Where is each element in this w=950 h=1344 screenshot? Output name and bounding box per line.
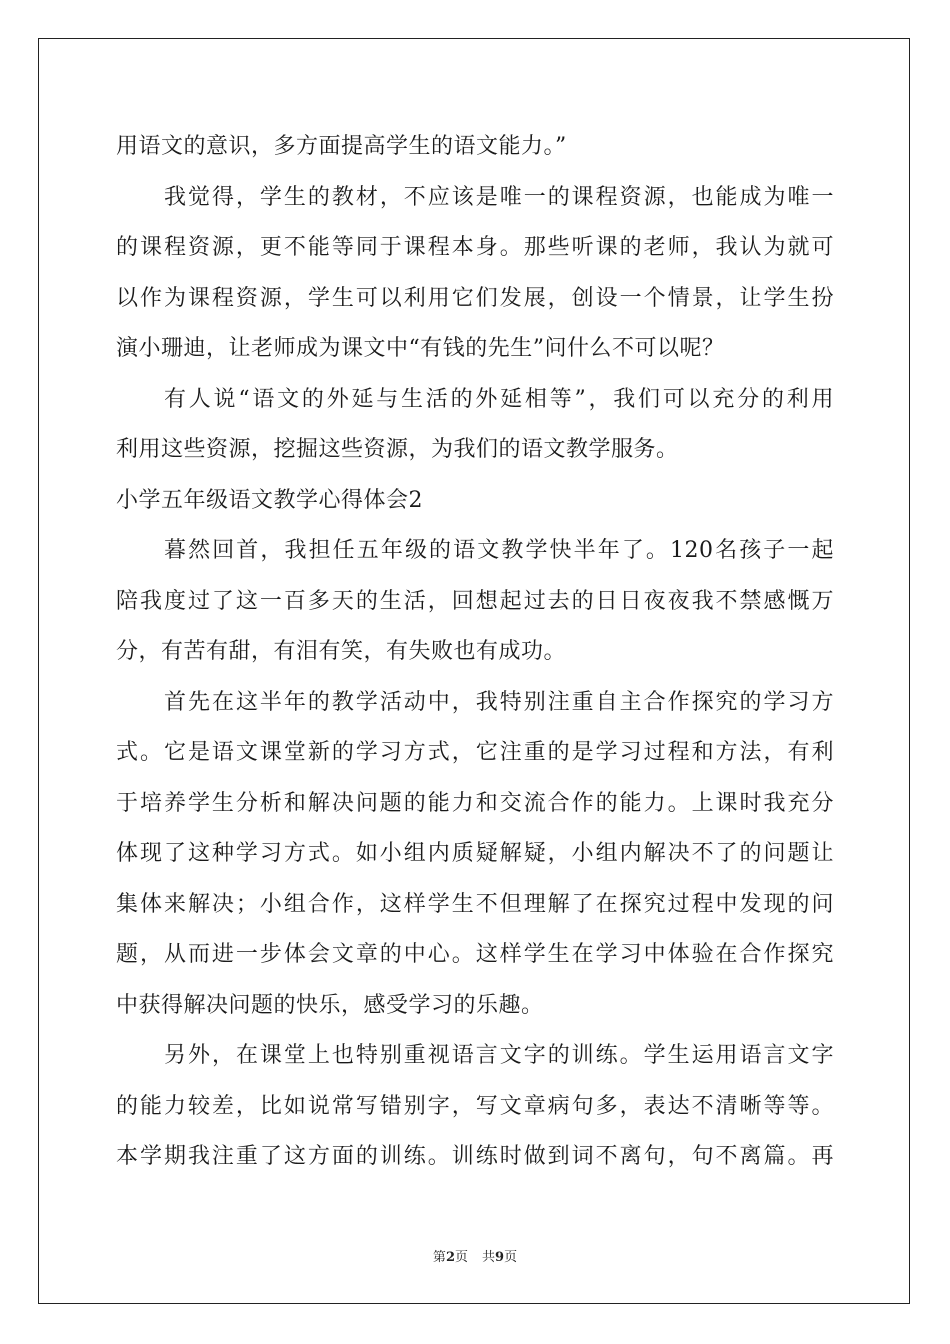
total-suffix: 页	[504, 1250, 518, 1265]
text-line: 集体来解决；小组合作，这样学生不但理解了在探究过程中发现的问	[116, 891, 834, 917]
text-line: 演小珊迪，让老师成为课文中“有钱的先生”问什么不可以呢？	[116, 336, 725, 361]
page-suffix: 页	[454, 1250, 468, 1265]
text-line: 有人说“语文的外延与生活的外延相等”，我们可以充分的利用	[164, 386, 834, 412]
text-line: 以作为课程资源，学生可以利用它们发展，创设一个情景，让学生扮	[116, 285, 834, 311]
page-prefix: 第	[432, 1250, 446, 1265]
text-line: 首先在这半年的教学活动中，我特别注重自主合作探究的学习方	[164, 689, 834, 715]
page-total: 9	[495, 1250, 505, 1265]
page-number: 2	[445, 1250, 455, 1265]
text-line: 中获得解决问题的快乐，感受学习的乐趣。	[116, 992, 544, 1018]
paragraph-block-2	[116, 526, 834, 1183]
total-prefix: 共	[482, 1250, 496, 1265]
text-line: 本学期我注重了这方面的训练。训练时做到词不离句，句不离篇。再	[116, 1144, 834, 1169]
text-line: 用语文的意识，多方面提高学生的语文能力。”	[116, 134, 567, 159]
text-line: 另外，在课堂上也特别重视语言文字的训练。学生运用语言文字	[164, 1043, 834, 1068]
text-line: 陪我度过了这一百多天的生活，回想起过去的日日夜夜我不禁感慨万	[116, 588, 834, 614]
text-line: 于培养学生分析和解决问题的能力和交流合作的能力。上课时我充分	[116, 790, 834, 816]
text-line: 的课程资源，更不能等同于课程本身。那些听课的老师，我认为就可	[116, 235, 834, 260]
text-line: 题，从而进一步体会文章的中心。这样学生在学习中体验在合作探究	[116, 942, 834, 967]
text-line: 的能力较差，比如说常写错别字，写文章病句多，表达不清晰等等。	[116, 1093, 834, 1119]
text-line: 分，有苦有甜，有泪有笑，有失败也有成功。	[116, 639, 567, 664]
paragraph-block-1	[116, 122, 834, 476]
text-line: 体现了这种学习方式。如小组内质疑解疑，小组内解决不了的问题让	[116, 841, 834, 866]
text-line: 利用这些资源，挖掘这些资源，为我们的语文教学服务。	[116, 437, 679, 462]
text-line: 暮然回首，我担任五年级的语文教学快半年了。120名孩子一起	[164, 538, 834, 563]
text-line: 式。它是语文课堂新的学习方式，它注重的是学习过程和方法，有利	[116, 740, 834, 765]
section-heading: 小学五年级语文教学心得体会2	[116, 487, 423, 513]
page-footer	[0, 1246, 950, 1265]
document-body	[116, 122, 834, 1183]
text-line: 我觉得，学生的教材，不应该是唯一的课程资源，也能成为唯一	[164, 184, 834, 210]
